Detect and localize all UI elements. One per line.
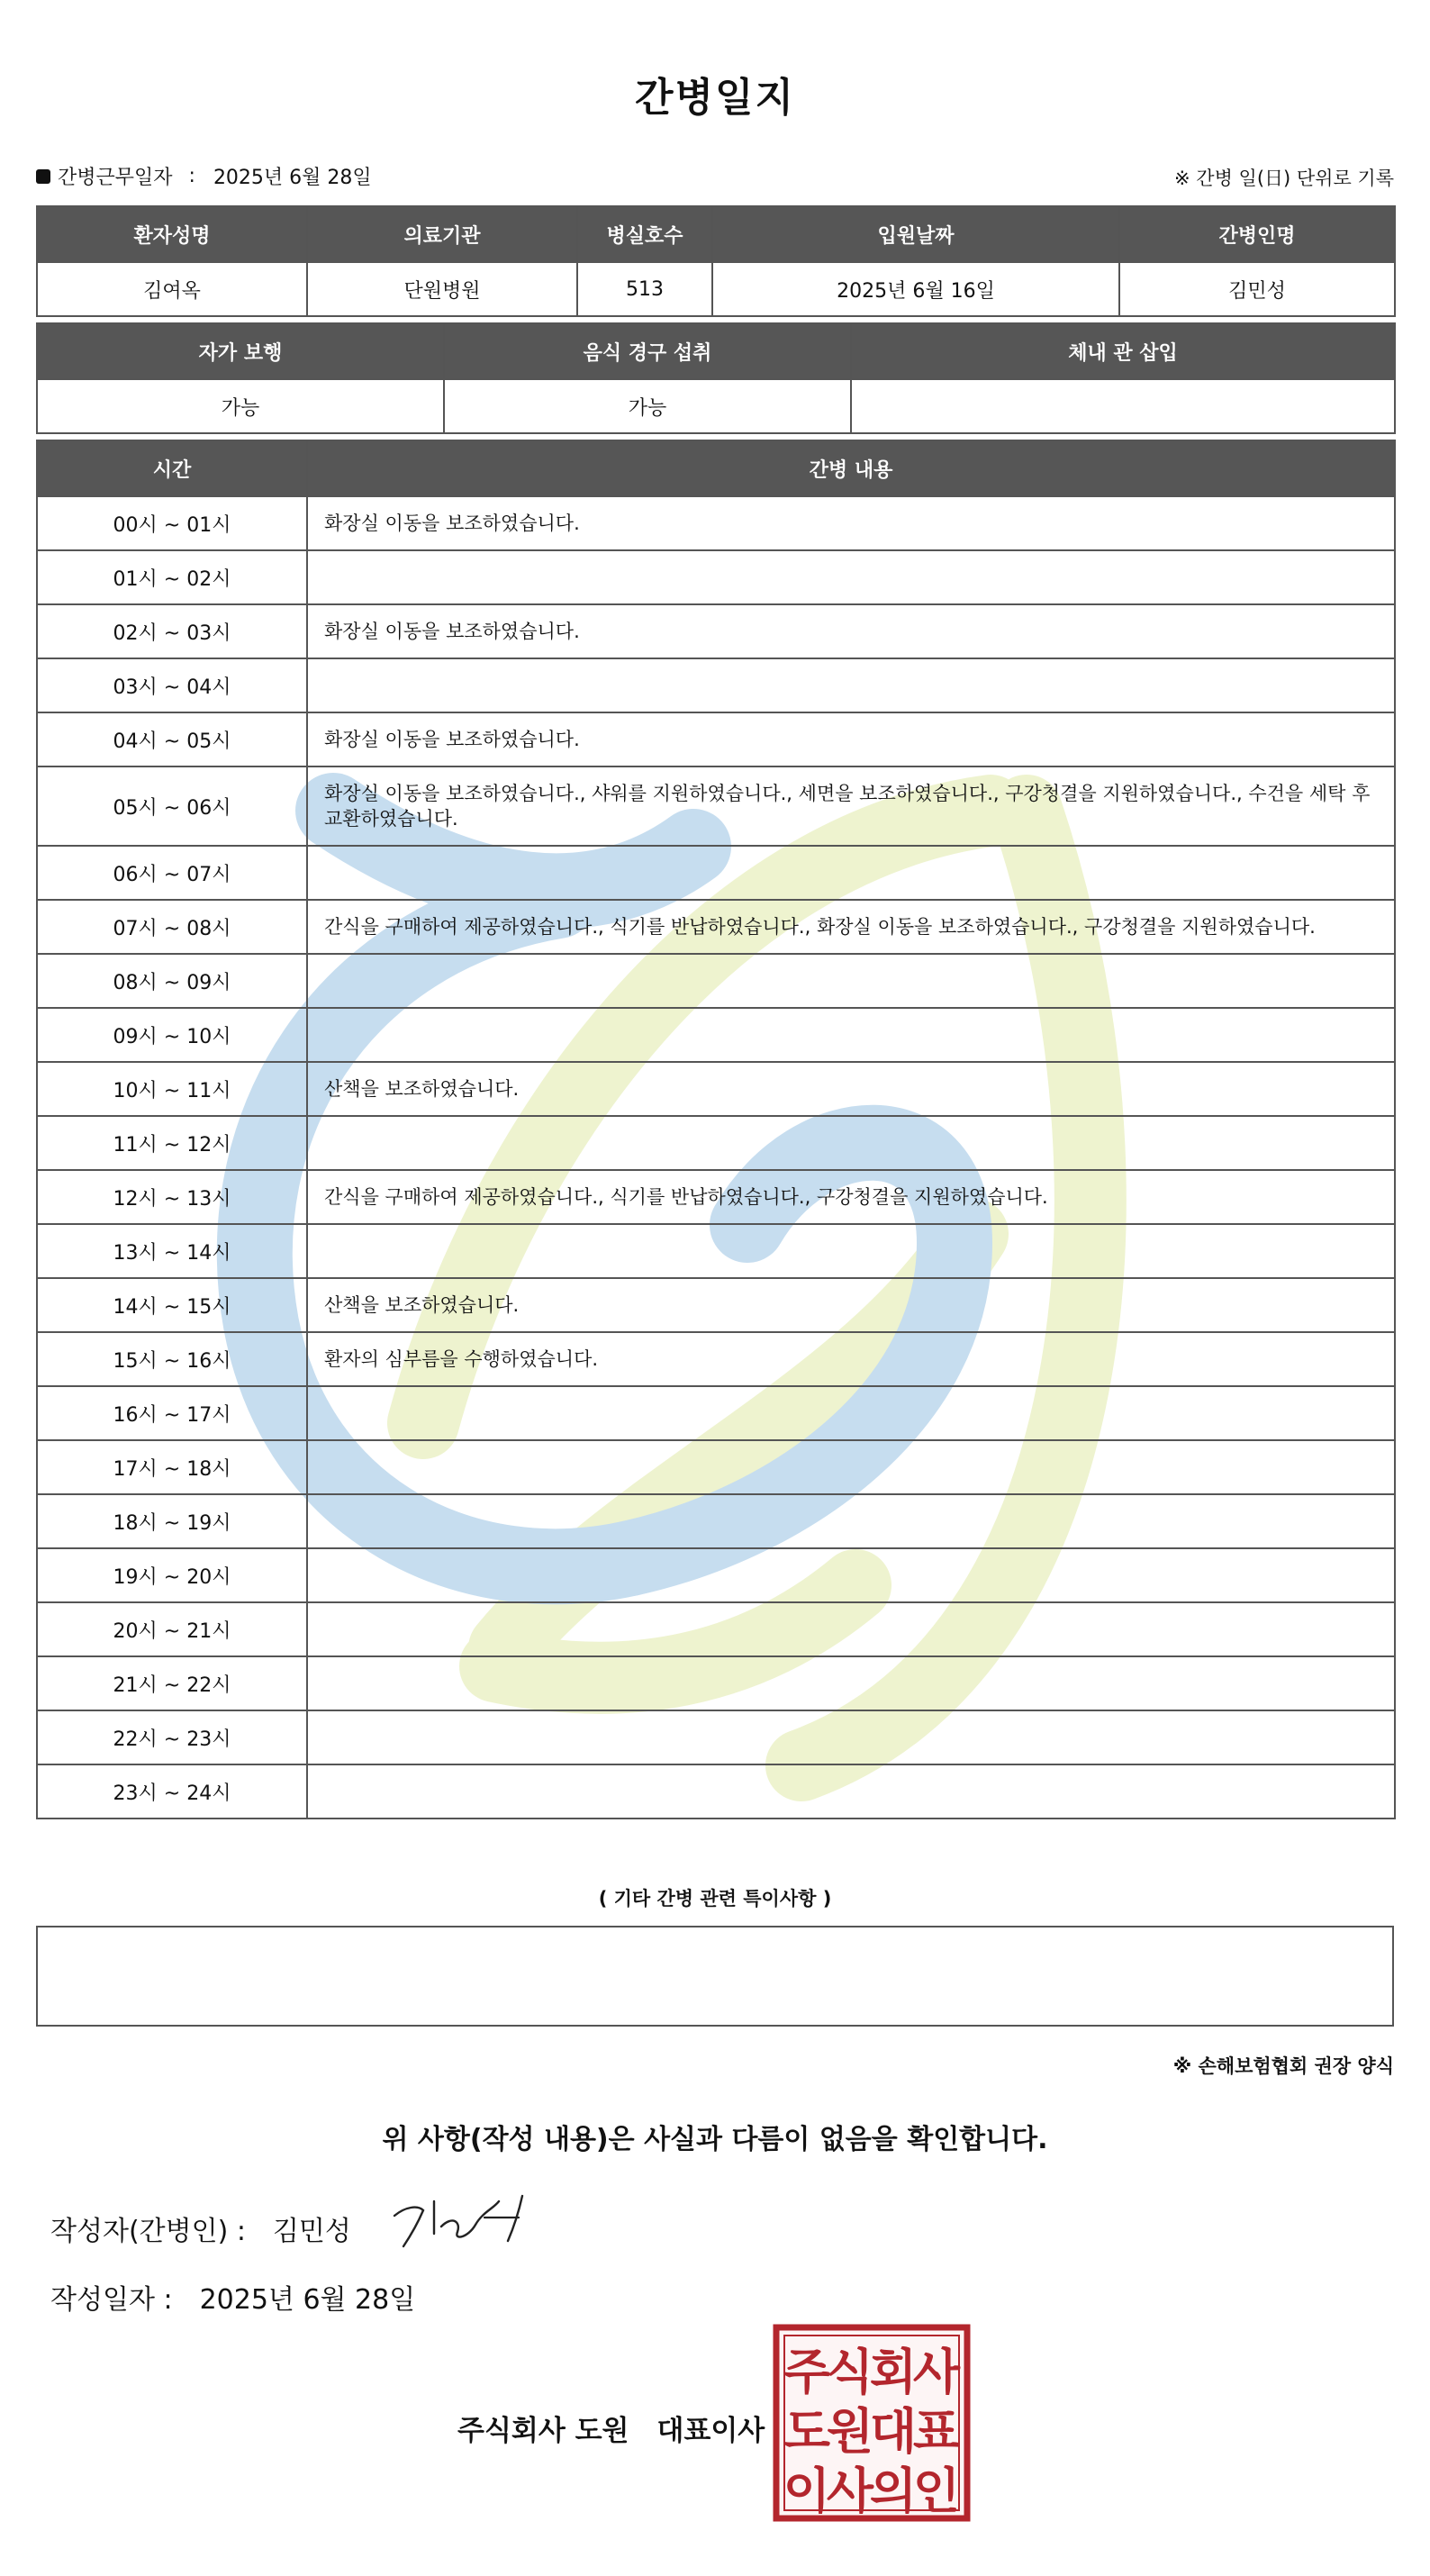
header-self-walking: 자가 보행 [37, 323, 444, 379]
date-written-label: 작성일자 : [50, 2284, 173, 2316]
table-row [37, 1386, 1395, 1440]
caregiver-name: 김민성 [1119, 262, 1395, 316]
table-row [37, 658, 1395, 712]
date-written-value: 2025년 6월 28일 [199, 2284, 416, 2316]
time-cell: 18시 ~ 19시 [37, 1494, 307, 1548]
confirmation-statement: 위 사항(작성 내용)은 사실과 다름이 없음을 확인합니다. [382, 2124, 1048, 2155]
table-row [37, 766, 1395, 846]
table-row [37, 1440, 1395, 1494]
time-cell: 14시 ~ 15시 [37, 1278, 307, 1332]
table-row [37, 1656, 1395, 1710]
time-cell: 09시 ~ 10시 [37, 1008, 307, 1062]
unit-note: ※ 간병 일(日) 단위로 기록 [1174, 168, 1394, 189]
time-cell: 19시 ~ 20시 [37, 1548, 307, 1602]
time-cell: 21시 ~ 22시 [37, 1656, 307, 1710]
table-row [37, 1062, 1395, 1116]
content-cell [307, 1656, 1395, 1710]
content-cell [307, 1440, 1395, 1494]
writer-row [50, 2209, 351, 2248]
care-status-table [36, 322, 1396, 434]
table-row [37, 1332, 1395, 1386]
content-cell: 산책을 보조하였습니다. [307, 1062, 1395, 1116]
content-cell: 화장실 이동을 보조하였습니다. [307, 496, 1395, 550]
company-seal-stamp [773, 2324, 971, 2522]
table-row [37, 846, 1395, 900]
content-cell [307, 954, 1395, 1008]
time-cell: 10시 ~ 11시 [37, 1062, 307, 1116]
care-log-table [36, 440, 1396, 1819]
table-row [37, 1224, 1395, 1278]
room-number: 513 [577, 262, 712, 316]
table-row [37, 1008, 1395, 1062]
table-row [37, 604, 1395, 658]
time-cell: 06시 ~ 07시 [37, 846, 307, 900]
time-cell: 12시 ~ 13시 [37, 1170, 307, 1224]
content-cell [307, 846, 1395, 900]
header-admission-date: 입원날짜 [712, 206, 1119, 262]
header-hospital: 의료기관 [307, 206, 577, 262]
time-cell: 00시 ~ 01시 [37, 496, 307, 550]
time-cell: 20시 ~ 21시 [37, 1602, 307, 1656]
content-cell [307, 1764, 1395, 1819]
content-cell [307, 658, 1395, 712]
time-cell: 13시 ~ 14시 [37, 1224, 307, 1278]
content-cell [307, 1116, 1395, 1170]
header-oral-intake: 음식 경구 섭취 [444, 323, 851, 379]
content-cell: 화장실 이동을 보조하였습니다. [307, 604, 1395, 658]
writer-label: 작성자(간병인) : [50, 2216, 246, 2247]
time-cell: 15시 ~ 16시 [37, 1332, 307, 1386]
time-cell: 08시 ~ 09시 [37, 954, 307, 1008]
header-caregiver: 간병인명 [1119, 206, 1395, 262]
association-note: ※ 손해보험협회 권장 양식 [1172, 2055, 1394, 2077]
time-cell: 07시 ~ 08시 [37, 900, 307, 954]
time-cell: 16시 ~ 17시 [37, 1386, 307, 1440]
content-cell [307, 550, 1395, 604]
content-cell [307, 1710, 1395, 1764]
seal-character: 의 [869, 2463, 918, 2519]
header-room: 병실호수 [577, 206, 712, 262]
seal-character: 주 [783, 2344, 831, 2400]
content-cell [307, 1008, 1395, 1062]
table-row [37, 1548, 1395, 1602]
work-date-colon: : [188, 165, 195, 187]
writer-name: 김민성 [272, 2216, 351, 2247]
seal-character: 이 [783, 2463, 831, 2519]
seal-character: 인 [912, 2463, 961, 2519]
table-row [37, 1170, 1395, 1224]
time-cell: 23시 ~ 24시 [37, 1764, 307, 1819]
signature-image [387, 2191, 531, 2254]
time-cell: 17시 ~ 18시 [37, 1440, 307, 1494]
time-cell: 02시 ~ 03시 [37, 604, 307, 658]
content-cell: 화장실 이동을 보조하였습니다. [307, 712, 1395, 766]
table-row [37, 1494, 1395, 1548]
header-patient-name: 환자성명 [37, 206, 307, 262]
hospital-name: 단원병원 [307, 262, 577, 316]
patient-name: 김여옥 [37, 262, 307, 316]
content-cell [307, 1224, 1395, 1278]
table-row [37, 496, 1395, 550]
seal-character: 사 [826, 2463, 874, 2519]
time-cell: 04시 ~ 05시 [37, 712, 307, 766]
square-bullet-icon [36, 169, 50, 184]
table-row [37, 1116, 1395, 1170]
time-cell: 22시 ~ 23시 [37, 1710, 307, 1764]
header-tube-insertion: 체내 관 삽입 [851, 323, 1395, 379]
content-cell: 화장실 이동을 보조하였습니다., 샤워를 지원하였습니다., 세면을 보조하였습니다., 구강청결을 지원하였습니다., 수건을 세탁 후 교환하였습니다. [307, 766, 1395, 846]
tube-insertion-value [851, 379, 1395, 433]
company-representative: 주식회사 도원 대표이사 [457, 2415, 765, 2447]
admission-date: 2025년 6월 16일 [712, 262, 1119, 316]
seal-character: 도 [783, 2403, 831, 2460]
table-row [37, 712, 1395, 766]
content-cell [307, 1494, 1395, 1548]
remarks-title: ( 기타 간병 관련 특이사항 ) [598, 1888, 832, 1909]
seal-character: 회 [869, 2344, 918, 2400]
seal-character: 식 [826, 2344, 874, 2400]
seal-character: 표 [912, 2403, 961, 2460]
seal-character: 대 [869, 2403, 918, 2460]
time-cell: 03시 ~ 04시 [37, 658, 307, 712]
page-title: 간병일지 [634, 75, 795, 121]
seal-character: 원 [826, 2403, 874, 2460]
work-date-label: 간병근무일자 [58, 167, 173, 189]
work-date-row [36, 162, 372, 190]
header-care-content: 간병 내용 [307, 440, 1395, 496]
oral-intake-value: 가능 [444, 379, 851, 433]
table-row [37, 954, 1395, 1008]
seal-character: 사 [912, 2344, 961, 2400]
content-cell: 산책을 보조하였습니다. [307, 1278, 1395, 1332]
table-row [37, 550, 1395, 604]
time-cell: 01시 ~ 02시 [37, 550, 307, 604]
table-row [37, 1764, 1395, 1819]
table-row [37, 1602, 1395, 1656]
content-cell: 간식을 구매하여 제공하였습니다., 식기를 반납하였습니다., 구강청결을 지원하였습니다. [307, 1170, 1395, 1224]
table-row [37, 900, 1395, 954]
header-time: 시간 [37, 440, 307, 496]
work-date-value: 2025년 6월 28일 [213, 167, 372, 189]
content-cell: 간식을 구매하여 제공하였습니다., 식기를 반납하였습니다., 화장실 이동을 보조하였습니다., 구강청결을 지원하였습니다. [307, 900, 1395, 954]
table-row [37, 1710, 1395, 1764]
date-written-row [50, 2277, 415, 2317]
content-cell: 환자의 심부름을 수행하였습니다. [307, 1332, 1395, 1386]
self-walking-value: 가능 [37, 379, 444, 433]
content-cell [307, 1602, 1395, 1656]
patient-info-table [36, 205, 1396, 317]
table-row [37, 1278, 1395, 1332]
content-cell [307, 1548, 1395, 1602]
remarks-box [36, 1926, 1394, 2027]
content-cell [307, 1386, 1395, 1440]
time-cell: 05시 ~ 06시 [37, 766, 307, 846]
time-cell: 11시 ~ 12시 [37, 1116, 307, 1170]
